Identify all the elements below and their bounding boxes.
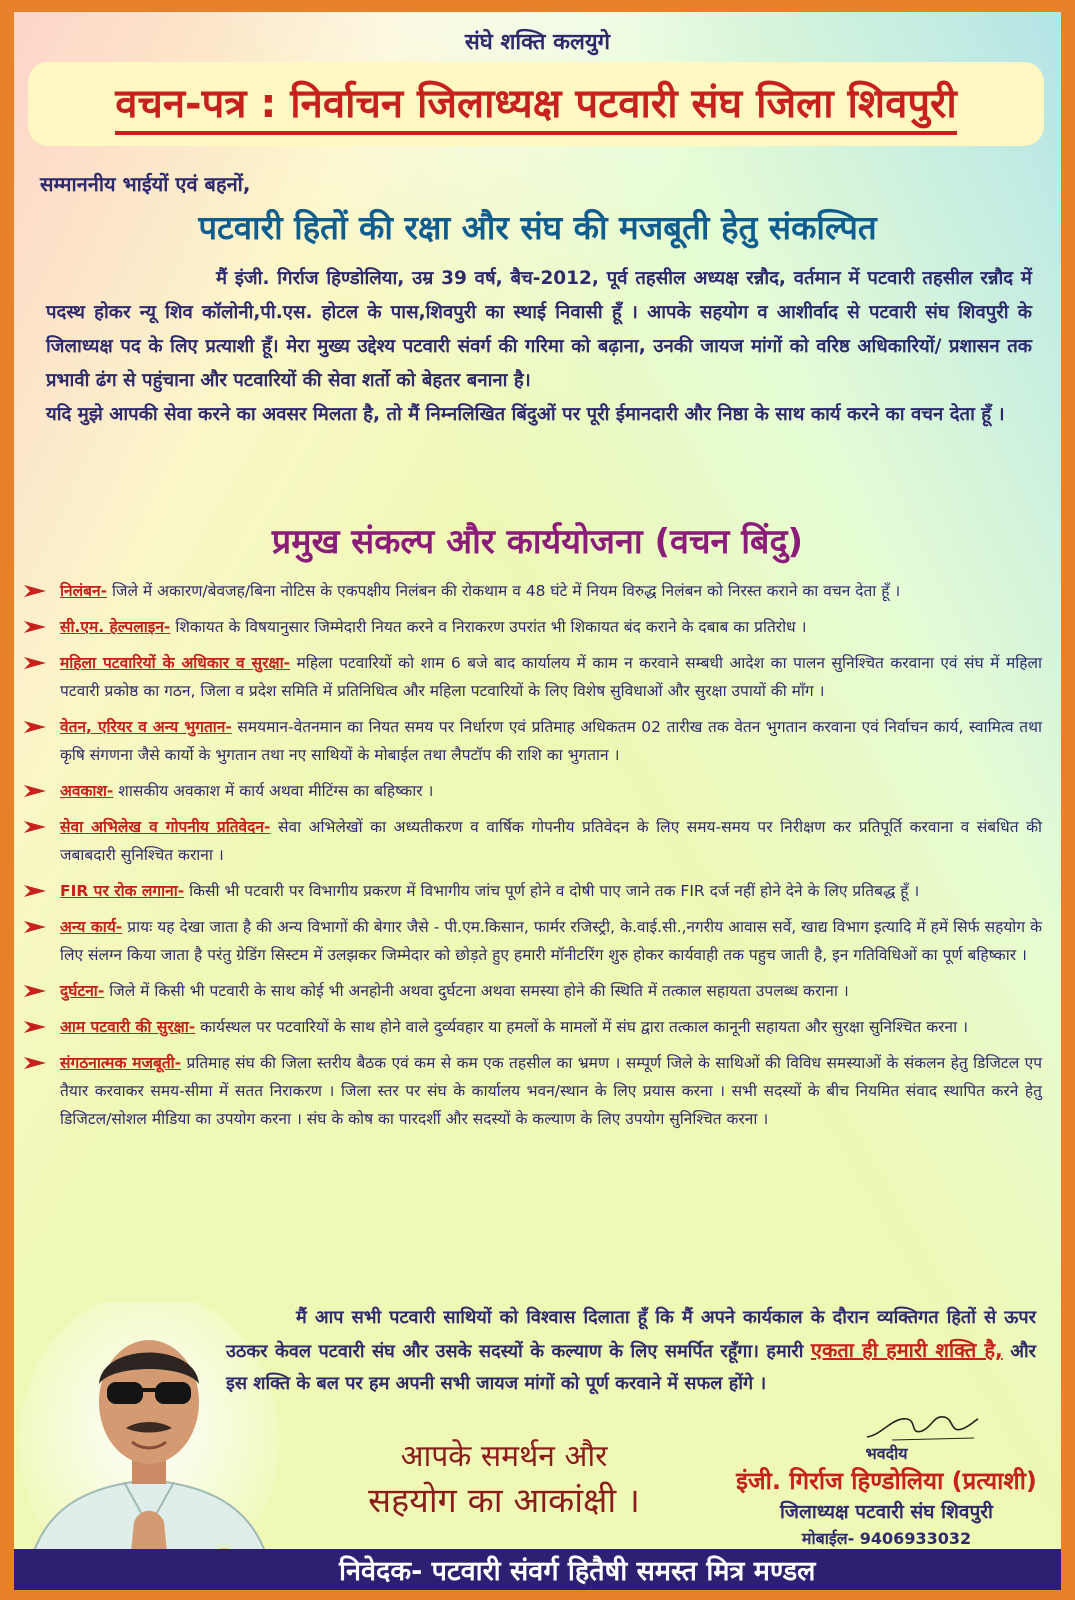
pledge-heading: दुर्घटना- — [60, 982, 105, 1000]
arrow-bullet-icon — [24, 585, 46, 597]
pledge-heading: संगठनात्मक मजबूती- — [60, 1054, 182, 1072]
subtitle: पटवारी हितों की रक्षा और संघ की मजबूती हेतु संकल्पित — [198, 208, 877, 247]
closing-text: मैं आप सभी पटवारी साथियों को विश्वास दिलाता हूँ कि मैं अपने कार्यकाल के दौरान व्यक्तिगत हितों से ऊपर उठकर केवल पटवारी संघ और उसके सदस्यों के कल्याण के लिए समर्पित रहूँगा। हमारी एकता ही हमारी शक्ति है, और इस शक्ति के बल पर हम अपनी सभी जायज मांगों को पूर्ण करवाने में सफल होंगे । — [226, 1307, 1036, 1394]
pledge-text: शासकीय अवकाश में कार्य अथवा मीटिंग्स का बहिष्कार । — [118, 782, 434, 800]
signoff-yours: भवदीय — [865, 1444, 908, 1463]
pledge-item — [22, 1013, 1042, 1041]
pledge-list — [22, 577, 1042, 1141]
pledge-heading: सी.एम. हेल्पलाइन- — [60, 618, 171, 636]
footer-text: निवेदक- पटवारी संवर्ग हितैषी समस्त मित्र मण्डल — [339, 1556, 816, 1587]
poster — [14, 12, 1061, 1590]
support-line-1: आपके समर्थन और — [400, 1439, 608, 1474]
pledge-item — [22, 777, 1042, 805]
pledge-heading: सेवा अभिलेख व गोपनीय प्रतिवेदन- — [60, 818, 271, 836]
intro-paragraph: यदि मुझे आपकी सेवा करने का अवसर मिलता है, तो मैं निम्नलिखित बिंदुओं पर पूरी ईमानदारी और निष्ठा के साथ कार्य करने का वचन देता हूँ । — [46, 404, 1005, 425]
arrow-bullet-icon — [24, 821, 46, 833]
arrow-bullet-icon — [24, 785, 46, 797]
title-banner — [28, 62, 1044, 146]
arrow-bullet-icon — [24, 985, 46, 997]
intro-text — [46, 262, 1032, 432]
pledge-heading: महिला पटवारियों के अधिकार व सुरक्षा- — [60, 654, 291, 672]
support-line-2: सहयोग का आकांक्षी । — [368, 1481, 640, 1521]
pledge-heading: वेतन, एरियर व अन्य भुगतान- — [60, 718, 232, 736]
pledge-item — [22, 977, 1042, 1005]
pledge-item — [22, 577, 1042, 605]
pledge-text: महिला पटवारियों को शाम 6 बजे बाद कार्यालय में काम न करवाने सम्बधी आदेश का पालन सुनिश्चित करवाना एवं संघ में महिला पटवारी प्रकोष्ठ का गठन, जिला व प्रदेश समिति में प्रतिनिधित्व और महिला पटवारियों के लिए विशेष सुविधाओं और सुरक्षा उपायों की माँग । — [60, 654, 1042, 700]
footer-bar — [14, 1549, 1061, 1590]
motto: संघे शक्ति कलयुगे — [464, 30, 611, 55]
salutation: सम्माननीय भाईयों एवं बहनों, — [40, 172, 251, 196]
pledge-text: सेवा अभिलेखों का अध्यतीकरण व वार्षिक गोपनीय प्रतिवेदन के लिए समय-समय पर निरीक्षण कर प्रतिपूर्ति करवाना व संबधित की जबाबदारी सुनिश्चित कराना । — [60, 818, 1042, 864]
arrow-bullet-icon — [24, 921, 46, 933]
pledge-item — [22, 649, 1042, 705]
pledge-text: जिले में अकारण/बेवजह/बिना नोटिस के एकपक्षीय निलंबन की रोकथाम व 48 घंटे में नियम विरुद्ध निलंबन को निरस्त कराने का वचन देता हूँ । — [111, 582, 901, 600]
support-appeal — [314, 1437, 694, 1525]
section-title: प्रमुख संकल्प और कार्ययोजना (वचन बिंदु) — [271, 522, 804, 562]
pledge-text: कार्यस्थल पर पटवारियों के साथ होने वाले दुर्व्यवहार या हमलों के मामलों में संघ द्वारा तत्काल कानूनी सहायता और सुरक्षा सुनिश्चित करना । — [200, 1018, 968, 1036]
page-title: वचन-पत्र : निर्वाचन जिलाध्यक्ष पटवारी संघ जिला शिवपुरी — [115, 74, 957, 135]
arrow-bullet-icon — [24, 721, 46, 733]
arrow-bullet-icon — [24, 1057, 46, 1069]
pledge-text: समयमान-वेतनमान का नियत समय पर निर्धारण एवं प्रतिमाह अधिकतम 02 तारीख तक वेतन भुगतान करवाना एवं निर्वाचन कार्य, स्वामित्व तथा कृषि संगणना जैसे कार्यो के भुगतान तथा नए साथियों के मोबाईल तथा लैपटॉप की राशि का भुगतान । — [60, 718, 1042, 764]
pledge-heading: अन्य कार्य- — [60, 918, 123, 936]
pledge-item — [22, 877, 1042, 905]
pledge-text: किसी भी पटवारी पर विभागीय प्रकरण में विभागीय जांच पूर्ण होने व दोषी पाए जाने तक FIR दर्ज नहीं होने देने के लिए प्रतिबद्ध हूँ । — [189, 882, 920, 900]
pledge-item — [22, 1049, 1042, 1133]
pledge-heading: आम पटवारी की सुरक्षा- — [60, 1018, 196, 1036]
candidate-mobile: मोबाईल- 9406933032 — [801, 1529, 972, 1548]
pledge-item — [22, 713, 1042, 769]
pledge-heading: FIR पर रोक लगाना- — [60, 882, 185, 900]
pledge-item — [22, 813, 1042, 869]
candidate-role: जिलाध्यक्ष पटवारी संघ शिवपुरी — [780, 1501, 993, 1523]
pledge-text: शिकायत के विषयानुसार जिम्मेदारी नियत करने व निराकरण उपरांत भी शिकायत बंद कराने के दबाब का प्रतिरोध । — [175, 618, 807, 636]
arrow-bullet-icon — [24, 885, 46, 897]
signoff-block — [714, 1442, 1059, 1552]
unity-highlight: एकता ही हमारी शक्ति है, — [810, 1338, 1003, 1362]
arrow-bullet-icon — [24, 621, 46, 633]
arrow-bullet-icon — [24, 657, 46, 669]
pledge-text: प्रायः यह देखा जाता है की अन्य विभागों की बेगार जैसे - पी.एम.किसान, फार्मर रजिस्ट्री, के.वाई.सी.,नगरीय आवास सर्वे, खाद्य विभाग इत्यादि में हमें सिर्फ सहयोग के लिए संलग्न किया जाता है परंतु ग्रेडिंग सिस्टम में उलझकर जिम्मेदार को छोड़ते हुए हमारी मॉनीटरिंग शुरु होकर कार्यवाही तक पहुच जाती है, इन गतिविधिओं का पूर्ण बहिष्कार । — [60, 918, 1042, 964]
pledge-heading: निलंबन- — [60, 582, 108, 600]
signature-mark — [862, 1407, 982, 1443]
pledge-text: जिले में किसी भी पटवारी के साथ कोई भी अनहोनी अथवा दुर्घटना अथवा समस्या होने की स्थिति में तत्काल सहायता उपलब्ध कराना । — [109, 982, 849, 1000]
intro-paragraph: मैं इंजी. गिर्राज हिण्डोलिया, उम्र 39 वर्ष, बैच-2012, पूर्व तहसील अध्यक्ष रन्नौद, वर्तमान में पटवारी तहसील रन्नौद में पदस्थ होकर न्यू शिव कॉलोनी,पी.एस. होटल के पास,शिवपुरी का स्थाई निवासी हूँ । आपके सहयोग व आशीर्वाद से पटवारी संघ शिवपुरी के जिलाध्यक्ष पद के लिए प्रत्याशी हूँ। मेरा मुख्य उद्देश्य पटवारी संवर्ग की गरिमा को बढ़ाना, उनकी जायज मांगों को वरिष्ठ अधिकारियों/ प्रशासन तक प्रभावी ढंग से पहुंचाना और पटवारियों की सेवा शर्तो को बेहतर बनाना है। — [46, 268, 1032, 391]
pledge-item — [22, 613, 1042, 641]
pledge-heading: अवकाश- — [60, 782, 114, 800]
pledge-text: प्रतिमाह संघ की जिला स्तरीय बैठक एवं कम से कम एक तहसील का भ्रमण । सम्पूर्ण जिले के साथिओं की विविध समस्याओं के संकलन हेतु डिजिटल एप तैयार करवाकर समय-सीमा में सतत निराकरण । जिला स्तर पर संघ के कार्यालय भवन/स्थान के लिए प्रयास करना । सभी सदस्यों के बीच नियमित संवाद स्थापित करने हेतु डिजिटल/सोशल मीडिया का उपयोग करना । संघ के कोष का पारदर्शी और सदस्यों के कल्याण के लिए उपयोग सुनिश्चित करना । — [60, 1054, 1042, 1128]
candidate-name: इंजी. गिर्राज हिण्डोलिया (प्रत्याशी) — [736, 1467, 1037, 1495]
arrow-bullet-icon — [24, 1021, 46, 1033]
pledge-item — [22, 913, 1042, 969]
